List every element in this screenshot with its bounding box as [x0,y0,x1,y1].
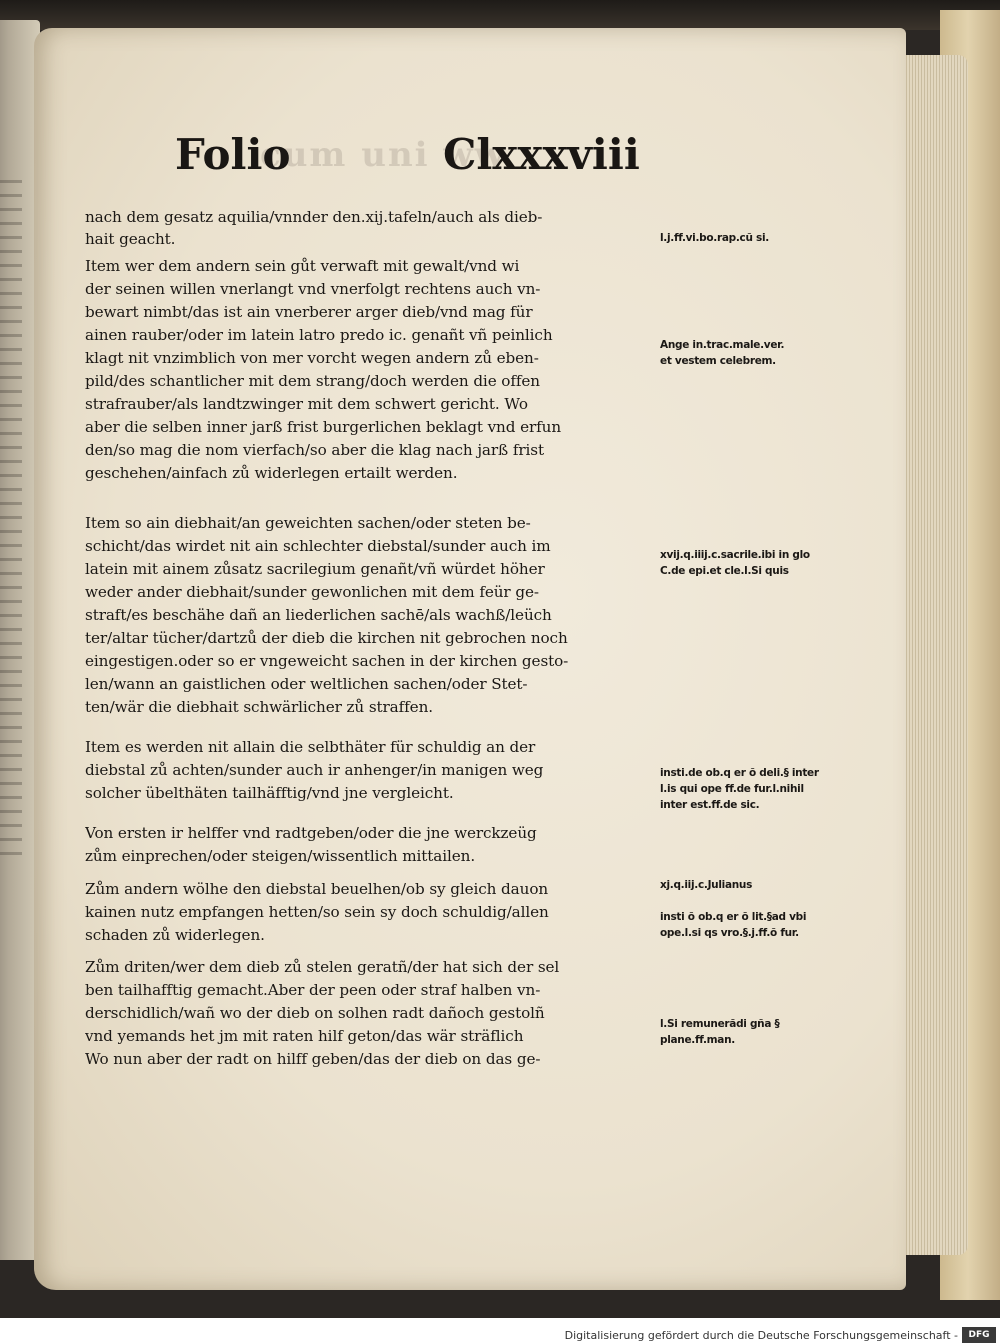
text-line: nach dem gesatz aquilia/vnnder den.xij.tafeln/auch als dieb- [85,208,543,226]
text-line: Item wer dem andern sein gůt verwaft mit gewalt/vnd wi [85,257,520,275]
margin-note: l.Si remunerãdi gña § [660,1018,780,1030]
text-line: straft/es beschähe dañ an liederlichen sachē/als wachß/leüch [85,606,552,624]
margin-note: Ange in.trac.male.ver. [660,339,785,351]
text-line: Zům andern wölhe den diebstal beuelhen/ob sy gleich dauon [85,880,549,898]
text-line: ainen rauber/oder im latein latro predo ic. genañt vñ peinlich [85,326,553,344]
margin-note: ope.l.si qs vro.§.j.ff.õ fur. [660,927,799,939]
scan-background [0,0,1000,30]
text-line: Von ersten ir helffer vnd radtgeben/oder die jne werckzeüg [85,824,537,842]
show-through-text: cum uni ww [260,135,506,175]
margin-note: C.de epi.et cle.l.Si quis [660,565,789,577]
text-line: weder ander diebhait/sunder gewonlichen mit dem feür ge- [85,583,539,601]
text-line: diebstal zů achten/sunder auch ir anhenger/in manigen weg [85,761,544,779]
text-line: Zům driten/wer dem dieb zů stelen geratñ/der hat sich der sel [85,958,560,976]
text-line: ten/wär die diebhait schwärlicher zů straffen. [85,698,433,716]
margin-note: xj.q.iij.c.Julianus [660,879,753,891]
text-line: eingestigen.oder so er vngeweicht sachen in der kirchen gesto- [85,652,569,670]
text-line: solcher übelthäten tailhäfftig/vnd jne vergleicht. [85,784,454,802]
text-line: Wo nun aber der radt on hilff geben/das der dieb on das ge- [85,1050,541,1068]
margin-note: plane.ff.man. [660,1034,735,1046]
text-line: bewart nimbt/das ist ain vnerberer arger dieb/vnd mag für [85,303,533,321]
text-line: vnd yemands het jm mit raten hilf geton/das wär sträflich [85,1027,524,1045]
text-line: latein mit ainem zůsatz sacrilegium genañt/vñ würdet höher [85,560,545,578]
dfg-logo: DFG [962,1327,996,1343]
text-line: pild/des schantlicher mit dem strang/doch werden die offen [85,372,540,390]
text-line: zům einprechen/oder steigen/wissentlich mittailen. [85,847,476,865]
text-line: den/so mag die nom vierfach/so aber die klag nach jarß frist [85,441,544,459]
text-line: Item es werden nit allain die selbthäter für schuldig an der [85,738,536,756]
folio-number: Clxxxviii [443,130,640,179]
text-line: geschehen/ainfach zů widerlegen ertailt werden. [85,464,458,482]
margin-note: l.j.ff.vi.bo.rap.cũ si. [660,232,769,244]
text-line: ter/altar tücher/dartzů der dieb die kirchen nit gebrochen noch [85,629,568,647]
text-line: ben tailhafftig gemacht.Aber der peen oder straf halben vn- [85,981,541,999]
text-line: derschidlich/wañ wo der dieb on solhen radt dañoch gestolñ [85,1004,545,1022]
margin-note: inter est.ff.de sic. [660,799,760,811]
text-line: strafrauber/als landtzwinger mit dem schwert gericht. Wo [85,395,528,413]
funding-credit: Digitalisierung gefördert durch die Deutsche Forschungsgemeinschaft - [564,1329,958,1342]
text-line: kainen nutz empfangen hetten/so sein sy doch schuldig/allen [85,903,549,921]
text-line: schicht/das wirdet nit ain schlechter diebstal/sunder auch im [85,537,551,555]
text-line: schaden zů widerlegen. [85,926,265,944]
margin-note: et vestem celebrem. [660,355,776,367]
running-head-folio: Folio [175,130,291,179]
margin-note: insti õ ob.q er õ lit.§ad vbi [660,911,807,923]
text-line: aber die selben inner jarß frist burgerlichen beklagt vnd erfun [85,418,562,436]
margin-note: xvij.q.iiij.c.sacrile.ibi in glo [660,549,810,561]
margin-note: insti.de ob.q er õ deli.§ inter [660,767,819,779]
margin-note: l.is qui ope ff.de fur.l.nihil [660,783,804,795]
text-line: der seinen willen vnerlangt vnd vnerfolgt rechtens auch vn- [85,280,541,298]
text-line: hait geacht. [85,230,176,248]
text-line: klagt nit vnzimblich von mer vorcht wegen andern zů eben- [85,349,539,367]
text-line: Item so ain diebhait/an geweichten sachen/oder steten be- [85,514,531,532]
text-line: len/wann an gaistlichen oder weltlichen sachen/oder Stet- [85,675,528,693]
